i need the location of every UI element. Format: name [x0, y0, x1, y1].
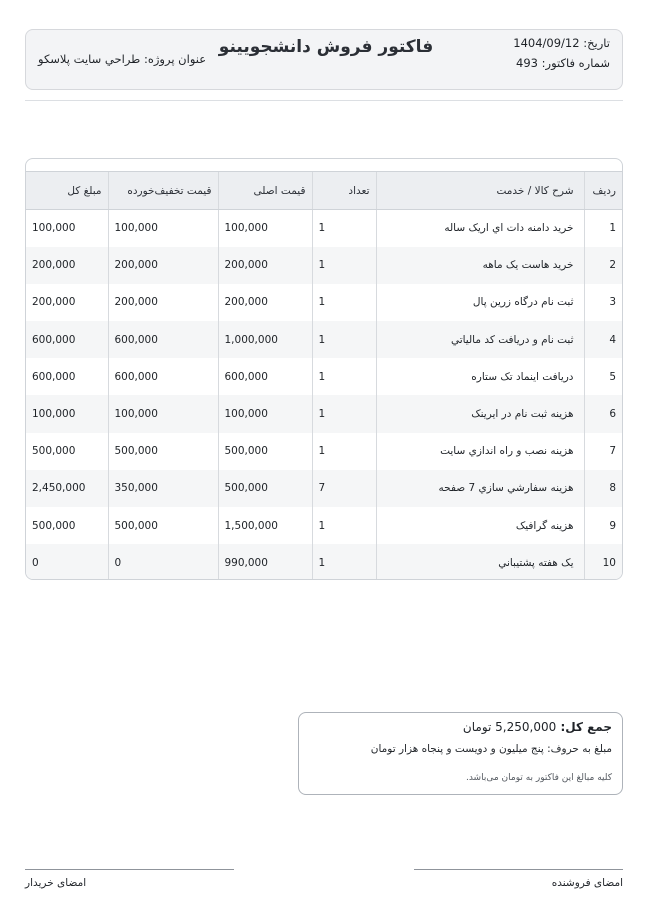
cell-total: 600,000: [26, 321, 108, 358]
table-row: [26, 210, 623, 247]
table-row: [26, 544, 623, 580]
table-row: [26, 433, 623, 470]
cell-quantity: 1: [312, 321, 376, 358]
cell-index: 6: [609, 408, 616, 421]
date-value: 1404/09/12: [513, 36, 580, 50]
cell-index: 4: [609, 333, 616, 346]
cell-index: 10: [602, 556, 616, 569]
cell-discounted-price: 100,000: [108, 395, 218, 432]
cell-index: 8: [609, 482, 616, 495]
cell-unit-price: 990,000: [218, 544, 312, 580]
invoice-number: [513, 53, 610, 73]
seller-signature-label: امضای فروشنده: [551, 877, 623, 889]
cell-description: هزينه سفارشي سازي 7 صفحه: [376, 470, 584, 507]
table-row: [26, 247, 623, 284]
cell-unit-price: 200,000: [218, 284, 312, 321]
items-table: [26, 171, 623, 580]
cell-discounted-price: 100,000: [108, 210, 218, 247]
cell-description: دريافت اينماد تک ستاره: [376, 358, 584, 395]
col-header-quantity: تعداد: [312, 172, 376, 210]
cell-index: 1: [609, 222, 616, 235]
grand-total: [463, 720, 612, 734]
cell-quantity: 7: [312, 470, 376, 507]
cell-discounted-price: 500,000: [108, 433, 218, 470]
seller-signature-line: [414, 869, 623, 870]
cell-unit-price: 200,000: [218, 247, 312, 284]
cell-discounted-price: 200,000: [108, 284, 218, 321]
cell-total: 600,000: [26, 358, 108, 395]
cell-quantity: 1: [312, 284, 376, 321]
cell-description: خريد دامنه دات اي اريک ساله: [376, 210, 584, 247]
cell-quantity: 1: [312, 395, 376, 432]
cell-unit-price: 100,000: [218, 210, 312, 247]
table-row: [26, 395, 623, 432]
col-header-description: شرح کالا / خدمت: [376, 172, 584, 210]
cell-index: 2: [609, 259, 616, 272]
cell-discounted-price: 500,000: [108, 507, 218, 544]
grand-total-value: 5,250,000 تومان: [462, 720, 557, 734]
cell-unit-price: 600,000: [218, 358, 312, 395]
project-title: عنوان پروژه: طراحي سايت پلاسکو: [38, 52, 207, 66]
cell-description: ثبت نام درگاه زرين پال: [376, 284, 584, 321]
invoice-number-label: شماره فاکتور:: [541, 56, 610, 70]
cell-index: 5: [609, 370, 616, 383]
cell-index: 7: [609, 445, 616, 458]
total-in-words: مبلغ به حروف: پنج میلیون و دویست و پنجاه هزار تومان: [370, 743, 612, 755]
items-table-card: [25, 158, 623, 580]
col-header-discounted-price: قیمت تخفیف‌خورده: [108, 172, 218, 210]
table-header-row: [26, 172, 623, 210]
cell-total: 100,000: [26, 395, 108, 432]
invoice-date: [513, 33, 610, 53]
cell-total: 500,000: [26, 433, 108, 470]
cell-unit-price: 1,500,000: [218, 507, 312, 544]
cell-total: 200,000: [26, 284, 108, 321]
cell-quantity: 1: [312, 247, 376, 284]
cell-quantity: 1: [312, 358, 376, 395]
cell-description: هزينه نصب و راه اندازي سايت: [376, 433, 584, 470]
invoice-meta: [513, 33, 610, 73]
col-header-unit-price: قیمت اصلی: [218, 172, 312, 210]
invoice-header: [25, 29, 623, 90]
cell-discounted-price: 350,000: [108, 470, 218, 507]
cell-unit-price: 500,000: [218, 470, 312, 507]
cell-discounted-price: 200,000: [108, 247, 218, 284]
buyer-signature-label: امضای خریدار: [25, 877, 87, 889]
cell-unit-price: 1,000,000: [218, 321, 312, 358]
table-row: [26, 321, 623, 358]
cell-index: 3: [609, 296, 616, 309]
cell-total: 500,000: [26, 507, 108, 544]
table-row: [26, 358, 623, 395]
table-row: [26, 470, 623, 507]
cell-total: 100,000: [26, 210, 108, 247]
cell-description: خريد هاست يک ماهه: [376, 247, 584, 284]
cell-description: يک هفته پشتيباني: [376, 544, 584, 580]
cell-discounted-price: 600,000: [108, 358, 218, 395]
currency-note: کلیه مبالغ این فاکتور به تومان می‌باشد.: [465, 773, 612, 783]
col-header-total: مبلغ کل: [26, 172, 108, 210]
cell-index: 9: [609, 519, 616, 532]
header-divider: [25, 100, 623, 101]
cell-total: 0: [26, 544, 108, 580]
cell-description: ثبت نام و دريافت کد مالياتي: [376, 321, 584, 358]
cell-discounted-price: 600,000: [108, 321, 218, 358]
table-row: [26, 507, 623, 544]
cell-quantity: 1: [312, 544, 376, 580]
cell-description: هزينه گرافيک: [376, 507, 584, 544]
cell-description: هزينه ثبت نام در ايرينک: [376, 395, 584, 432]
grand-total-label: جمع کل:: [560, 720, 612, 734]
col-header-index: ردیف: [584, 172, 623, 210]
total-summary-box: [298, 712, 623, 795]
buyer-signature-line: [25, 869, 234, 870]
date-label: تاریخ:: [583, 36, 610, 50]
table-row: [26, 284, 623, 321]
cell-total: 2,450,000: [26, 470, 108, 507]
cell-quantity: 1: [312, 433, 376, 470]
cell-quantity: 1: [312, 507, 376, 544]
cell-unit-price: 500,000: [218, 433, 312, 470]
invoice-number-value: 493: [516, 56, 538, 70]
cell-total: 200,000: [26, 247, 108, 284]
cell-quantity: 1: [312, 210, 376, 247]
cell-unit-price: 100,000: [218, 395, 312, 432]
invoice-title: فاکتور فروش دانشجویینو: [218, 37, 434, 57]
cell-discounted-price: 0: [108, 544, 218, 580]
